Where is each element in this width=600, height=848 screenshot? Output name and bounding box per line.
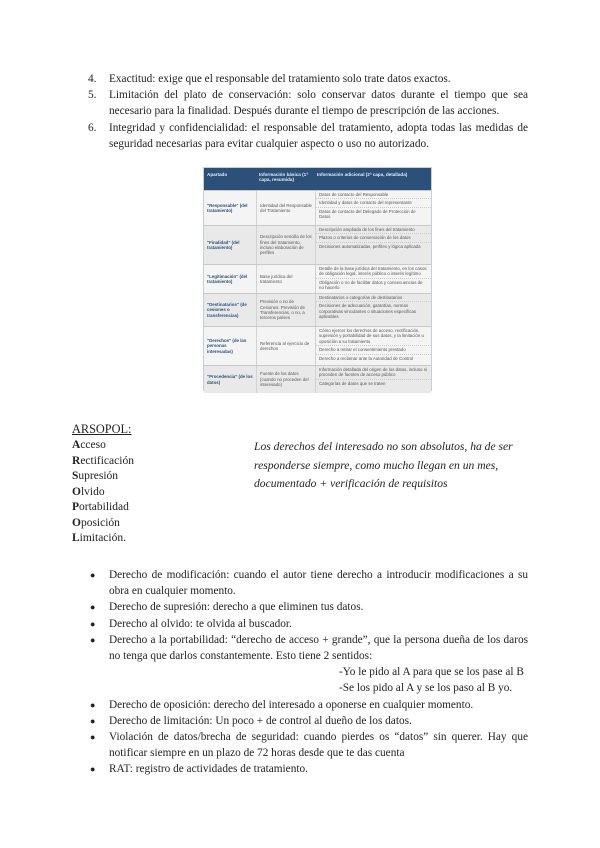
row-basic-info: Previsión o no de Cesiones. Previsión de Transferencias, o no, a terceros países xyxy=(256,294,315,326)
arsopol-item xyxy=(72,438,134,454)
row-basic-info: Fuente de los datos (cuando no proceden del interesado) xyxy=(256,366,315,393)
row-label: "Procedencia" (de los datos) xyxy=(207,374,253,385)
bullet-item xyxy=(88,567,528,599)
detail-line: Descripción ampliada de los fines del tratamiento xyxy=(319,227,415,232)
table-row xyxy=(204,225,431,264)
bullet-icon: ● xyxy=(90,715,96,726)
arsopol-item xyxy=(72,500,134,516)
detail-line: Categorías de datos que se traten xyxy=(316,379,431,387)
bullet-icon: ● xyxy=(90,602,96,613)
table-header-cell: Información básica (1ª capa, resumida) xyxy=(259,172,308,182)
arsopol-rest: lvido xyxy=(80,485,105,498)
principle-item xyxy=(88,120,528,152)
detail-line: Identidad y datos de contacto del representante xyxy=(316,198,431,206)
detail-line: Datos de contacto del Delegado de Protección de Datos xyxy=(316,207,431,221)
bullet-text: RAT: registro de actividades de tratamiento. xyxy=(109,763,308,776)
detail-line: Cómo ejercer los derechos de acceso, rectificación, supresión y portabilidad de sus datos, y la limitación u oposición a su tratamiento xyxy=(319,328,424,344)
bullet-icon: ● xyxy=(90,699,96,710)
table-header xyxy=(204,168,431,190)
bullet-item xyxy=(88,616,528,632)
table-header-cell: Información adicional (2ª capa, detallada) xyxy=(317,172,408,177)
bullet-subline: -Se los pido al A y se los paso al B yo. xyxy=(339,682,513,695)
detail-line: Derecho a retirar el consentimiento prestado xyxy=(316,345,431,353)
table-header-cell: Apartado xyxy=(207,172,228,177)
bullet-item xyxy=(88,632,528,697)
arsopol-rest: imitación. xyxy=(79,532,126,544)
row-details xyxy=(315,191,431,225)
arsopol-title: ARSOPOL: xyxy=(72,422,132,436)
bullet-text: Derecho a la portabilidad: “derecho de acceso + grande”, que la persona dueña de los daros no tenga que darlos constantemente. Esto tiene 2 sentidos: xyxy=(109,633,528,663)
principle-text: Integridad y confidencialidad: el responsable del tratamiento, adopta todas las medidas de seguridad necesarias para evitar cualquier aspecto o uso no autorizado. xyxy=(109,121,528,150)
arsopol-initial: O xyxy=(72,485,81,498)
principle-item xyxy=(88,71,528,87)
information-layers-table xyxy=(203,167,432,391)
arsopol-initial: A xyxy=(72,439,81,451)
bullet-icon: ● xyxy=(90,764,96,775)
arsopol-item xyxy=(72,485,134,501)
arsopol-item xyxy=(72,531,134,547)
arsopol-rest: ectificación xyxy=(80,454,134,467)
arsopol-initial: P xyxy=(72,501,80,513)
row-details xyxy=(315,226,431,264)
arsopol-initial: O xyxy=(72,516,81,529)
bullet-text: Derecho de supresión: derecho a que eliminen tus datos. xyxy=(109,601,364,614)
row-basic-info: Base jurídica del tratamiento xyxy=(256,265,315,293)
detail-line: Plazos o criterios de conservación de los datos xyxy=(316,233,431,241)
arsopol-rest: cceso xyxy=(80,439,106,451)
principle-number: 5. xyxy=(88,89,97,102)
bullet-text: Derecho de modificación: cuando el autor tiene derecho a introducir modificaciones a su obra en cualquier momento. xyxy=(109,569,528,598)
bullet-subline: -Yo le pido al A para que se los pase al B xyxy=(339,666,524,679)
principle-text: Limitación del plato de conservación: solo conservar datos durante el tiempo que sea necesario para la finalidad. Después durante el tiempo de prescripción de las acciones. xyxy=(109,89,528,118)
row-label: "Finalidad" (del tratamiento) xyxy=(207,239,240,250)
row-label: "Destinatarios" (de cesiones o transferencias) xyxy=(207,301,247,318)
bullet-icon: ● xyxy=(90,570,96,580)
detail-line: Datos de contacto del Responsable xyxy=(319,192,389,197)
principle-number: 6. xyxy=(88,121,97,134)
bullet-item xyxy=(88,761,528,777)
row-details xyxy=(315,265,431,293)
arsopol-item xyxy=(72,469,134,485)
row-label: "Legitimación" (del tratamiento) xyxy=(207,273,248,284)
bullet-item xyxy=(88,713,528,729)
table-row xyxy=(204,365,431,393)
arsopol-rest: upresión xyxy=(78,470,119,482)
detail-line: Información detallada del origen de los datos, incluso si proceden de fuentes de acceso público xyxy=(319,367,427,378)
detail-line: Decisiones de adecuación, garantías, normas corporativas vinculantes o situaciones específicas aplicables xyxy=(316,301,431,320)
arsopol-initial: L xyxy=(72,532,80,544)
arsopol-rest: ortabilidad xyxy=(79,501,129,513)
table-row xyxy=(204,326,431,365)
bullet-icon: ● xyxy=(90,618,96,629)
bullet-text: Violación de datos/brecha de seguridad: cuando pierdes os “datos” sin querer. Hay que notificar siempre en un plazo de 72 horas desde que te das cuenta xyxy=(109,731,528,760)
principle-number: 4. xyxy=(88,73,97,85)
row-label: "Derechos" (de las personas interesadas) xyxy=(207,337,247,354)
bullet-text: Derecho de limitación: Un poco + de control al dueño de los datos. xyxy=(109,714,412,727)
row-label: "Responsable" (del tratamiento) xyxy=(207,202,248,213)
arsopol-item xyxy=(72,516,134,532)
detail-line: Destinatarios o categorías de destinatarios xyxy=(319,295,403,300)
table-row xyxy=(204,264,431,293)
arsopol-initial: S xyxy=(72,470,79,482)
table-row xyxy=(204,293,431,326)
bullet-item xyxy=(88,729,528,761)
row-details xyxy=(315,327,431,365)
bullet-text: Derecho de oposición: derecho del interesado a oponerse en cualquier momento. xyxy=(109,698,474,711)
principle-text: Exactitud: exige que el responsable del tratamiento solo trate datos exactos. xyxy=(109,73,451,85)
row-details xyxy=(315,294,431,326)
table-row xyxy=(204,190,431,225)
rights-bullet-list xyxy=(88,567,528,778)
row-basic-info: Identidad del Responsable del Tratamiento xyxy=(256,191,315,225)
arsopol-list xyxy=(72,438,134,547)
bullet-item xyxy=(88,697,528,713)
detail-line: Decisiones automatizadas, perfiles y lógica aplicada xyxy=(316,242,431,250)
principles-list xyxy=(88,71,528,152)
row-basic-info: Referencia al ejercicio de derechos xyxy=(256,327,315,365)
arsopol-note: Los derechos del interesado no son absolutos, ha de ser responderse siempre, como mucho llegan en un mes, documentado + verificación de requisitos xyxy=(254,440,513,491)
detail-line: Detalle de la base jurídica del tratamiento, en los casos de obligación legal, interés público o interés legítimo xyxy=(319,266,427,277)
arsopol-rest: posición xyxy=(80,516,120,529)
arsopol-item xyxy=(72,454,134,470)
arsopol-initial: R xyxy=(72,454,81,467)
detail-line: Obligación o no de facilitar datos y consecuencias de no hacerlo xyxy=(316,278,431,292)
row-basic-info: Descripción sencilla de los fines del tratamiento, incluso elaboración de perfiles xyxy=(256,226,315,264)
bullet-text: Derecho al olvido: te olvida al buscador. xyxy=(109,617,292,630)
bullet-icon: ● xyxy=(90,634,96,645)
bullet-icon: ● xyxy=(90,732,96,743)
detail-line: Derecho a reclamar ante la Autoridad de Control xyxy=(316,354,431,362)
row-details xyxy=(315,366,431,393)
bullet-item xyxy=(88,599,528,615)
principle-item xyxy=(88,87,528,119)
